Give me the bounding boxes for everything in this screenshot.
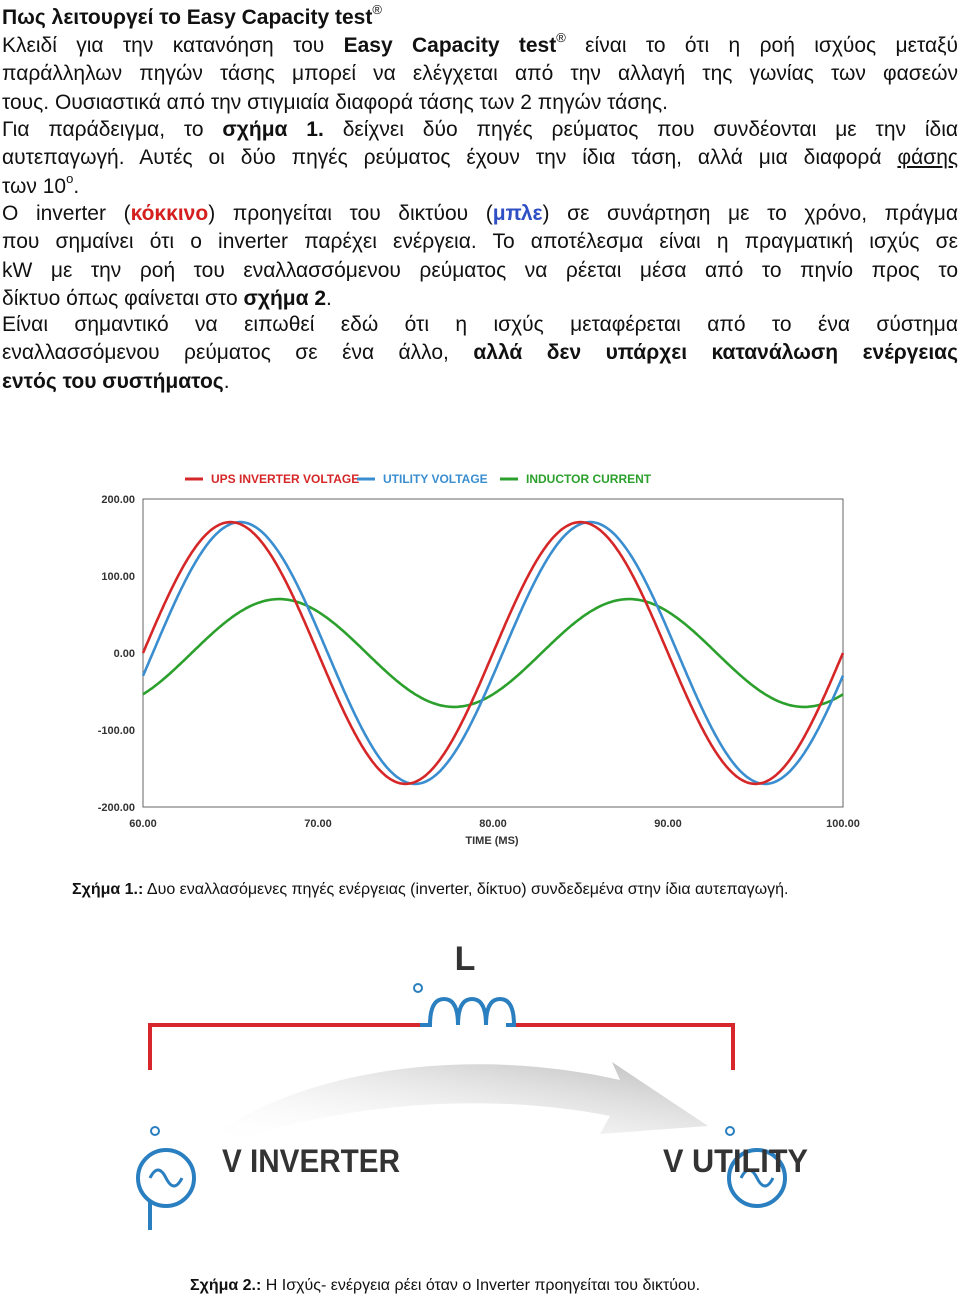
- p2-period: .: [73, 174, 80, 198]
- registered-mark: ®: [372, 2, 382, 17]
- p4-line-2: εναλλασσόμενου ρεύματος σε ένα άλλο,: [2, 341, 449, 365]
- article-heading: [2, 4, 958, 32]
- p3-text-a: Ο inverter (: [2, 202, 131, 225]
- p3-blue-word: μπλε: [492, 202, 543, 225]
- paragraph-3: [2, 200, 958, 313]
- p1-line-2: παράλληλων πηγών τάσης μπορεί να ελέγχεται από την αλλαγή της γωνίας των φασεών: [2, 62, 958, 86]
- right-terminal: [726, 1127, 734, 1135]
- p2-figure-ref: σχήμα 1.: [222, 118, 324, 141]
- y-axis: [98, 494, 135, 814]
- x-tick-label: 100.00: [826, 818, 860, 830]
- y-tick-label: 0.00: [113, 648, 135, 660]
- inductor-terminal-left: [414, 984, 422, 992]
- fig1-text: Δυο εναλλασόμενες πηγές ενέργειας (inverter, δίκτυο) συνδεδεμένα στην ίδια αυτεπαγωγή.: [146, 881, 789, 898]
- registered-mark: ®: [556, 30, 566, 45]
- y-tick-label: -100.00: [97, 725, 135, 737]
- p3-period: .: [326, 286, 332, 310]
- p4-emphasis: αλλά δεν υπάρχει κατανάλωση ενέργειας: [473, 341, 958, 365]
- fig2-text: Η Ισχύς- ενέργεια ρέει όταν ο Inverter προηγείται του δικτύου.: [265, 1277, 701, 1294]
- y-tick-label: 200.00: [101, 494, 135, 506]
- red-wire-left: [150, 1025, 420, 1070]
- y-tick-label: -200.00: [97, 802, 135, 814]
- p1-product-name: Easy Capacity test: [343, 34, 557, 57]
- p3-text-b: ) προηγείται του δικτύου (: [208, 202, 493, 225]
- p2-phase-word: φάσης: [897, 146, 958, 170]
- inverter-label: V INVERTER: [222, 1143, 400, 1179]
- chart-legend: [185, 472, 652, 486]
- fig1-label: Σχήμα 1.:: [72, 881, 144, 898]
- x-axis-label: TIME (MS): [465, 835, 519, 847]
- paragraph-2: [2, 116, 958, 201]
- utility-label: V UTILITY: [663, 1143, 808, 1179]
- p3-red-word: κόκκινο: [130, 202, 209, 225]
- p3-figure-ref: σχήμα 2: [243, 286, 327, 310]
- x-tick-label: 70.00: [304, 818, 332, 830]
- legend-entry: INDUCTOR CURRENT: [526, 472, 652, 486]
- legend-entry: UPS INVERTER VOLTAGE: [211, 472, 360, 486]
- x-tick-label: 80.00: [479, 818, 507, 830]
- p3-line-3: kW με την ροή του εναλλασσόμενου ρεύματος να ρέεται μέσα από το πηνίο προς το: [2, 258, 958, 282]
- figure-2-caption: [190, 1277, 700, 1295]
- paragraph-4: [2, 311, 958, 396]
- waveform-chart: [80, 462, 880, 857]
- paragraph-1: [2, 32, 958, 117]
- red-wire-right: [506, 1025, 733, 1070]
- figure-1-caption: [72, 881, 788, 899]
- p4-line-1: Είναι σημαντικό να ειπωθεί εδώ ότι η ισχύς μεταφέρεται από το ένα σύστημα: [2, 313, 958, 336]
- p2-line-2: αυτεπαγωγή. Αυτές οι δύο πηγές ρεύματος έχουν την ίδια τάση, αλλά μια διαφορά: [2, 146, 882, 170]
- p3-text-c: ) σε συνάρτηση με το χρόνο, πράγμα: [542, 202, 958, 225]
- p1-text-c: είναι το ότι η ροή ισχύος μεταξύ: [585, 34, 958, 57]
- x-tick-label: 90.00: [654, 818, 682, 830]
- y-tick-label: 100.00: [101, 571, 135, 583]
- p3-line-2: που σημαίνει ότι ο inverter παρέχει ενέργεια. Το αποτέλεσμα είναι η πραγματική ισχύς σε: [2, 230, 958, 254]
- p3-line-4: δίκτυο όπως φαίνεται στο: [2, 286, 238, 310]
- p4-emphasis-end: εντός του συστήματος: [2, 369, 224, 393]
- x-axis: [129, 818, 860, 830]
- p4-period: .: [223, 369, 230, 393]
- p1-line-3: τους. Ουσιαστικά από την στιγμιαία διαφορά τάσης των 2 πηγών τάσης.: [2, 90, 668, 114]
- inductor-coil: [420, 999, 514, 1025]
- p2-text-a: Για παράδειγμα, το: [2, 118, 204, 141]
- fig2-label: Σχήμα 2.:: [190, 1277, 262, 1294]
- p2-line-3: των 10: [2, 174, 67, 198]
- p2-text-c: δείχνει δύο πηγές ρεύματος που συνδέονται με την ίδια: [342, 118, 959, 141]
- degree-mark: o: [66, 170, 74, 186]
- left-terminal: [151, 1127, 159, 1135]
- inductor-label: L: [454, 940, 476, 978]
- p1-text-a: Κλειδί για την κατανόηση του: [2, 34, 325, 57]
- circuit-diagram: [140, 930, 820, 1179]
- legend-entry: UTILITY VOLTAGE: [383, 472, 488, 486]
- x-tick-label: 60.00: [129, 818, 157, 830]
- power-flow-arrow-icon: [220, 1062, 708, 1144]
- page-title: Πως λειτουργεί το Easy Capacity test: [2, 6, 373, 29]
